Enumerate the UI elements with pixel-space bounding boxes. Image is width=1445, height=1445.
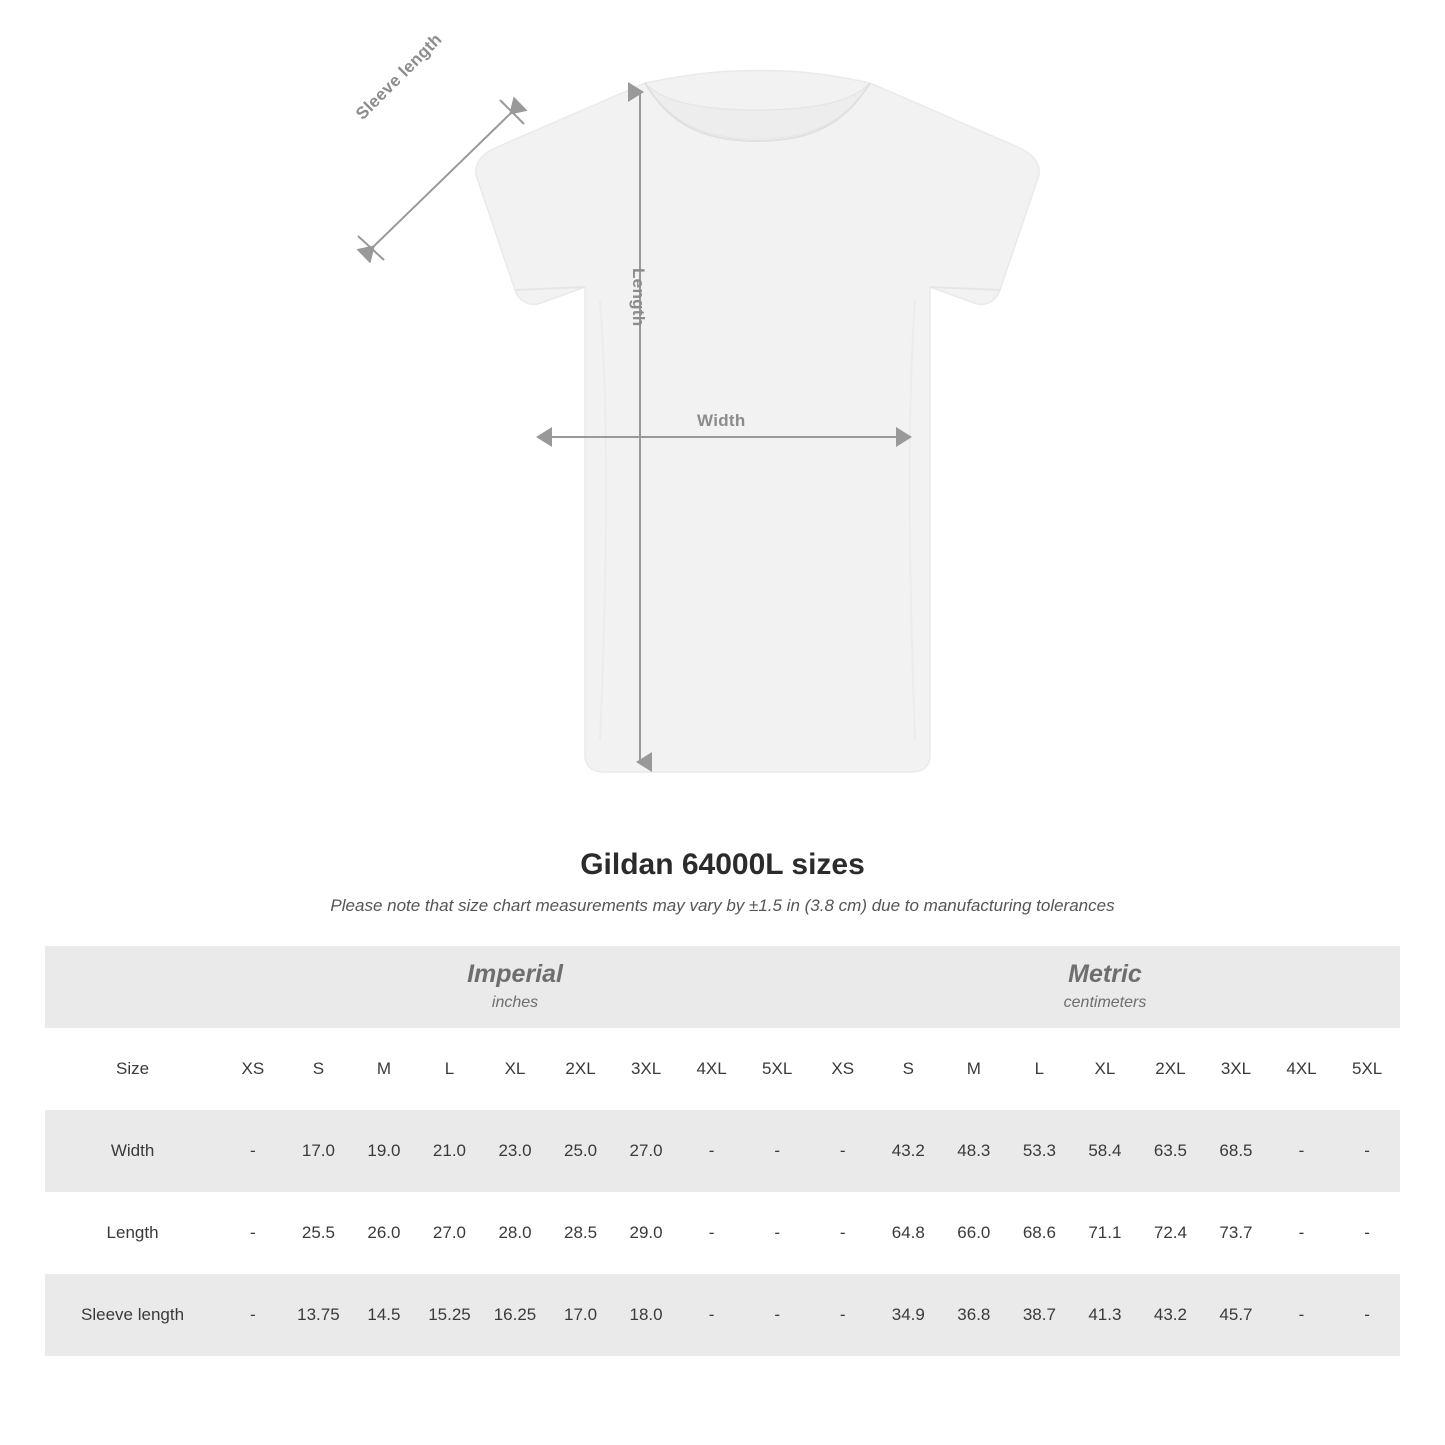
unit-imperial-name: Imperial bbox=[467, 959, 563, 988]
row-label-length: Length bbox=[45, 1192, 220, 1274]
cell-sleeve-imperial-4xl: - bbox=[679, 1274, 745, 1356]
cell-length-metric-3xl: 73.7 bbox=[1203, 1192, 1269, 1274]
size-corner-label: Size bbox=[45, 1028, 220, 1110]
cell-width-metric-l: 53.3 bbox=[1007, 1110, 1073, 1192]
cell-length-imperial-s: 25.5 bbox=[286, 1192, 352, 1274]
size-header-metric-3xl: 3XL bbox=[1203, 1028, 1269, 1110]
cell-width-metric-xl: 58.4 bbox=[1072, 1110, 1138, 1192]
title-block bbox=[0, 848, 1445, 916]
cell-length-imperial-m: 26.0 bbox=[351, 1192, 417, 1274]
unit-imperial-cell bbox=[220, 946, 810, 1028]
cell-width-metric-4xl: - bbox=[1269, 1110, 1335, 1192]
size-header-imperial-s: S bbox=[286, 1028, 352, 1110]
cell-width-imperial-m: 19.0 bbox=[351, 1110, 417, 1192]
unit-imperial-sub: inches bbox=[491, 993, 539, 1011]
cell-width-imperial-l: 21.0 bbox=[417, 1110, 483, 1192]
cell-width-metric-xs: - bbox=[810, 1110, 876, 1192]
cell-sleeve-imperial-l: 15.25 bbox=[417, 1274, 483, 1356]
cell-sleeve-imperial-s: 13.75 bbox=[286, 1274, 352, 1356]
cell-sleeve-metric-2xl: 43.2 bbox=[1138, 1274, 1204, 1356]
cell-width-metric-m: 48.3 bbox=[941, 1110, 1007, 1192]
size-header-metric-2xl: 2XL bbox=[1138, 1028, 1204, 1110]
cell-length-metric-m: 66.0 bbox=[941, 1192, 1007, 1274]
unit-spacer-cell bbox=[45, 946, 220, 1028]
unit-metric-name: Metric bbox=[1068, 959, 1142, 988]
width-label: Width bbox=[697, 411, 746, 430]
row-label-sleeve-length: Sleeve length bbox=[45, 1274, 220, 1356]
cell-length-imperial-l: 27.0 bbox=[417, 1192, 483, 1274]
cell-sleeve-metric-4xl: - bbox=[1269, 1274, 1335, 1356]
size-header-imperial-5xl: 5XL bbox=[744, 1028, 810, 1110]
cell-sleeve-metric-m: 36.8 bbox=[941, 1274, 1007, 1356]
size-chart-table bbox=[45, 946, 1400, 1356]
cell-length-metric-4xl: - bbox=[1269, 1192, 1335, 1274]
cell-length-metric-xs: - bbox=[810, 1192, 876, 1274]
cell-length-imperial-xs: - bbox=[220, 1192, 286, 1274]
cell-width-metric-2xl: 63.5 bbox=[1138, 1110, 1204, 1192]
tolerance-note: Please note that size chart measurements may vary by ±1.5 in (3.8 cm) due to manufacturing tolerances bbox=[330, 896, 1115, 915]
row-label-width: Width bbox=[45, 1110, 220, 1192]
cell-width-imperial-3xl: 27.0 bbox=[613, 1110, 679, 1192]
size-header-row bbox=[45, 1028, 1400, 1110]
table-row bbox=[45, 1192, 1400, 1274]
cell-sleeve-metric-xs: - bbox=[810, 1274, 876, 1356]
size-chart-table-wrap bbox=[45, 946, 1400, 1356]
unit-metric-sub: centimeters bbox=[1063, 993, 1147, 1011]
cell-width-imperial-2xl: 25.0 bbox=[548, 1110, 614, 1192]
size-header-imperial-l: L bbox=[417, 1028, 483, 1110]
table-row bbox=[45, 1274, 1400, 1356]
cell-length-metric-l: 68.6 bbox=[1007, 1192, 1073, 1274]
cell-length-imperial-2xl: 28.5 bbox=[548, 1192, 614, 1274]
cell-length-imperial-5xl: - bbox=[744, 1192, 810, 1274]
unit-header-row bbox=[45, 946, 1400, 1028]
sleeve-length-label: Sleeve length bbox=[352, 29, 446, 124]
size-header-imperial-xl: XL bbox=[482, 1028, 548, 1110]
size-header-metric-s: S bbox=[876, 1028, 942, 1110]
size-header-imperial-3xl: 3XL bbox=[613, 1028, 679, 1110]
length-label: Length bbox=[629, 268, 648, 327]
cell-width-imperial-5xl: - bbox=[744, 1110, 810, 1192]
cell-sleeve-metric-s: 34.9 bbox=[876, 1274, 942, 1356]
size-header-metric-m: M bbox=[941, 1028, 1007, 1110]
size-header-imperial-m: M bbox=[351, 1028, 417, 1110]
cell-sleeve-imperial-xl: 16.25 bbox=[482, 1274, 548, 1356]
table-row bbox=[45, 1110, 1400, 1192]
cell-sleeve-imperial-5xl: - bbox=[744, 1274, 810, 1356]
cell-width-imperial-s: 17.0 bbox=[286, 1110, 352, 1192]
cell-sleeve-imperial-2xl: 17.0 bbox=[548, 1274, 614, 1356]
size-header-metric-4xl: 4XL bbox=[1269, 1028, 1335, 1110]
size-header-imperial-2xl: 2XL bbox=[548, 1028, 614, 1110]
cell-width-imperial-xs: - bbox=[220, 1110, 286, 1192]
cell-sleeve-imperial-xs: - bbox=[220, 1274, 286, 1356]
cell-sleeve-imperial-m: 14.5 bbox=[351, 1274, 417, 1356]
cell-width-imperial-4xl: - bbox=[679, 1110, 745, 1192]
cell-width-imperial-xl: 23.0 bbox=[482, 1110, 548, 1192]
cell-length-metric-5xl: - bbox=[1334, 1192, 1400, 1274]
cell-length-metric-2xl: 72.4 bbox=[1138, 1192, 1204, 1274]
unit-metric-cell bbox=[810, 946, 1400, 1028]
size-header-imperial-xs: XS bbox=[220, 1028, 286, 1110]
size-header-metric-xl: XL bbox=[1072, 1028, 1138, 1110]
cell-length-imperial-3xl: 29.0 bbox=[613, 1192, 679, 1274]
page-title: Gildan 64000L sizes bbox=[580, 848, 865, 881]
cell-length-metric-xl: 71.1 bbox=[1072, 1192, 1138, 1274]
size-header-metric-l: L bbox=[1007, 1028, 1073, 1110]
cell-sleeve-metric-xl: 41.3 bbox=[1072, 1274, 1138, 1356]
cell-sleeve-imperial-3xl: 18.0 bbox=[613, 1274, 679, 1356]
cell-sleeve-metric-l: 38.7 bbox=[1007, 1274, 1073, 1356]
cell-sleeve-metric-3xl: 45.7 bbox=[1203, 1274, 1269, 1356]
cell-length-metric-s: 64.8 bbox=[876, 1192, 942, 1274]
size-header-imperial-4xl: 4XL bbox=[679, 1028, 745, 1110]
cell-width-metric-3xl: 68.5 bbox=[1203, 1110, 1269, 1192]
cell-width-metric-5xl: - bbox=[1334, 1110, 1400, 1192]
cell-length-imperial-xl: 28.0 bbox=[482, 1192, 548, 1274]
cell-sleeve-metric-5xl: - bbox=[1334, 1274, 1400, 1356]
cell-length-imperial-4xl: - bbox=[679, 1192, 745, 1274]
size-header-metric-5xl: 5XL bbox=[1334, 1028, 1400, 1110]
cell-width-metric-s: 43.2 bbox=[876, 1110, 942, 1192]
size-header-metric-xs: XS bbox=[810, 1028, 876, 1110]
